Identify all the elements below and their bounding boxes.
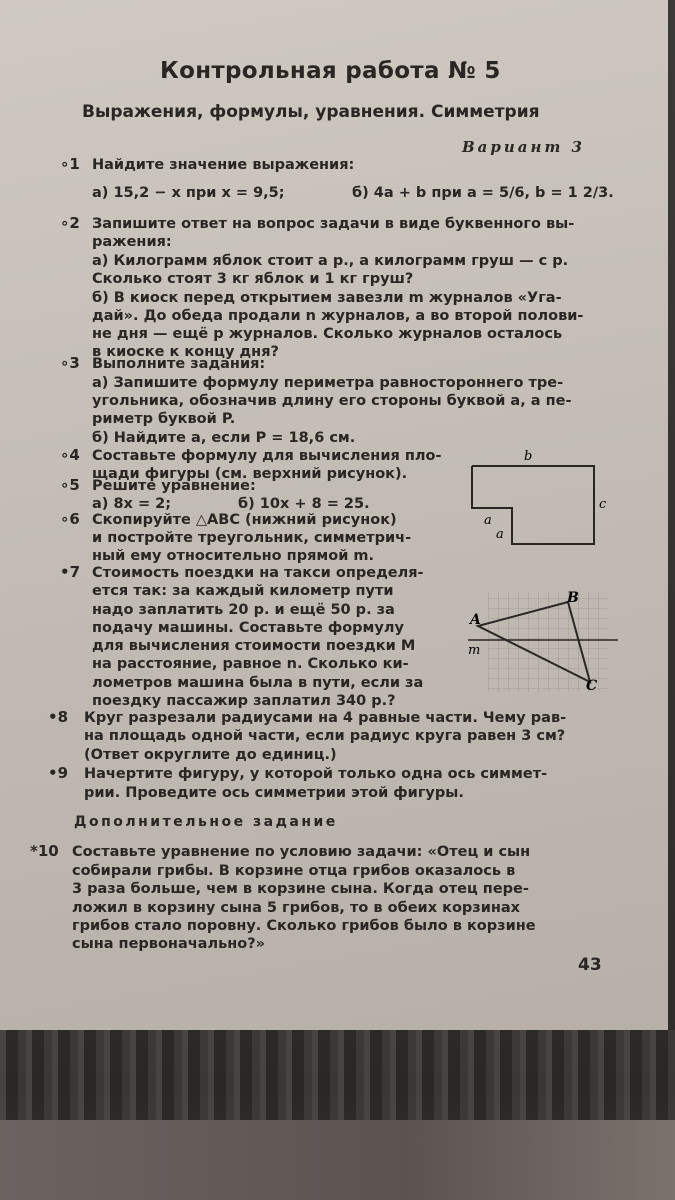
label-m: m [468,643,481,658]
label-B: B [567,590,579,606]
task-2-line: б) В киоск перед открытием завезли m журналов «Уга- [92,290,562,306]
task-4-line: Составьте формулу для вычисления пло- [92,448,442,464]
background-stripes [0,1030,675,1120]
task-1-marker: ∘1 [60,155,80,173]
task-8-line: на площадь одной части, если радиус круга равен 3 см? [84,728,566,744]
task-2-line: Сколько стоят 3 кг яблок и 1 кг груш? [92,271,414,287]
task-2-line: а) Килограмм яблок стоит a р., а килограмм груш — c р. [92,253,569,269]
task-8-line: Круг разрезали радиусами на 4 равные части. Чему рав- [84,710,567,726]
task-2-line: не дня — ещё p журналов. Сколько журналов осталось [92,326,563,342]
task-1-line: а) 15,2 − x при x = 9,5; [92,185,285,201]
background-surface [0,1120,675,1200]
task-6-line: и постройте треугольник, симметрич- [92,530,412,546]
task-5-line: б) 10x + 8 = 25. [238,496,370,512]
task-7-line: ется так: за каждый километр пути [92,583,394,599]
l-shape-outline [472,466,594,544]
page-subtitle: Выражения, формулы, уравнения. Симметрия [82,102,540,122]
task-9-marker: •9 [48,764,69,782]
task-8-marker: •8 [48,708,69,726]
task-4-line: щади фигуры (см. верхний рисунок). [92,466,408,482]
page-number: 43 [578,955,602,975]
task-9-line: рии. Проведите ось симметрии этой фигуры. [84,785,464,801]
task-10-line: Составьте уравнение по условию задачи: «Отец и сын [72,844,531,860]
label-A: A [470,612,481,628]
task-6-marker: ∘6 [60,510,80,528]
label-c: c [599,497,607,512]
task-10-marker: *10 [30,842,59,860]
task-2-line: дай». До обеда продали n журналов, а во второй полови- [92,308,584,324]
task-3-line: угольника, обозначив длину его стороны буквой a, а пе- [92,393,572,409]
task-3-line: риметр буквой P. [92,411,236,427]
label-b: b [524,449,533,464]
variant-label: Вариант 3 [462,138,585,156]
triangle-grid-figure [468,588,618,698]
page-title: Контрольная работа № 5 [160,58,501,84]
extra-task-heading: Дополнительное задание [74,814,338,830]
task-3-marker: ∘3 [60,354,80,372]
task-7-line: поездку пассажир заплатил 340 р.? [92,693,396,709]
task-10-line: ложил в корзину сына 5 грибов, то в обеих корзинах [72,900,521,916]
label-a-top: a [484,513,492,528]
task-2-marker: ∘2 [60,214,80,232]
task-6-line: ный ему относительно прямой m. [92,548,375,564]
task-1-line: б) 4a + b при a = 5/6, b = 1 2/3. [352,185,614,201]
task-5-line: а) 8x = 2; [92,496,172,512]
label-C: C [586,678,598,694]
task-4-marker: ∘4 [60,446,80,464]
task-5-marker: ∘5 [60,476,80,494]
task-3-line: Выполните задания: [92,356,266,372]
task-7-line: надо заплатить 20 р. и ещё 50 р. за [92,602,395,618]
task-3-line: а) Запишите формулу периметра равностороннего тре- [92,375,564,391]
task-7-line: на расстояние, равное n. Сколько ки- [92,656,409,672]
task-10-line: собирали грибы. В корзине отца грибов оказалось в [72,863,516,879]
task-7-marker: •7 [60,563,81,581]
task-2-line: Запишите ответ на вопрос задачи в виде буквенного вы- [92,216,575,232]
l-shape-figure [462,446,612,556]
task-7-line: лометров машина была в пути, если за [92,675,424,691]
task-3-line: б) Найдите a, если P = 18,6 см. [92,430,356,446]
task-9-line: Начертите фигуру, у которой только одна ось симмет- [84,766,548,782]
task-10-line: грибов стало поровну. Сколько грибов было в корзине [72,918,536,934]
task-2-line: в киоске к концу дня? [92,344,279,360]
task-7-line: Стоимость поездки на такси определя- [92,565,424,581]
task-6-line: Скопируйте △ABC (нижний рисунок) [92,512,397,528]
task-7-line: подачу машины. Составьте формулу [92,620,404,636]
task-10-line: сына первоначально?» [72,936,266,952]
task-7-line: для вычисления стоимости поездки M [92,638,416,654]
task-5-line: Решите уравнение: [92,478,256,494]
label-a-side: a [496,527,504,542]
task-10-line: 3 раза больше, чем в корзине сына. Когда отец пере- [72,881,529,897]
task-1-line: Найдите значение выражения: [92,157,355,173]
task-8-line: (Ответ округлите до единиц.) [84,747,337,763]
task-2-line: ражения: [92,234,172,250]
